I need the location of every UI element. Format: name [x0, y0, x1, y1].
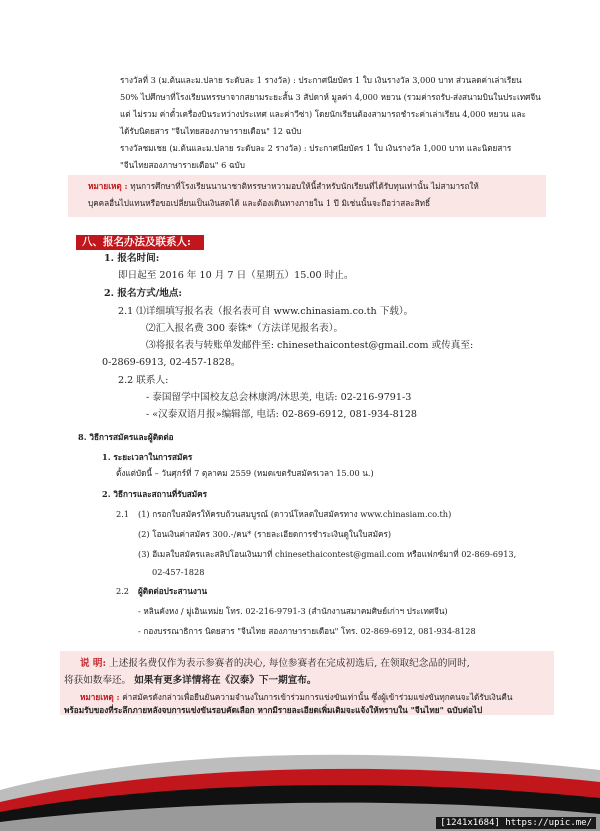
fee-note-cn-text1: 上述报名费仅作为表示参赛者的决心, 每位参赛者在完成初选后, 在领取纪念品的同时,	[109, 658, 470, 669]
prize3-line1: รางวัลที่ 3 (ม.ต้นและม.ปลาย ระดับละ 1 รางวัล) : ประกาศนียบัตร 1 ใบ เงินรางวัล 3,000 บาท ส่วนลดค่าเล่าเรียน	[120, 75, 522, 85]
fee-note-th-text1: ค่าสมัครดังกล่าวเพื่อยืนยันความจำนงในการเข้าร่วมการแข่งขันเท่านั้น ซึ่งผู้เข้าร่วมแข่งขันทุกคนจะได้รับเงินคืน	[122, 692, 513, 702]
th-method-1: (1) กรอกใบสมัครให้ครบถ้วนสมบูรณ์ (ดาวน์โหลดใบสมัครทาง www.chinasiam.co.th)	[138, 509, 452, 519]
th-contact-num: 2.2	[116, 586, 130, 596]
cn-time-text: 即日起至 2016 年 10 月 7 日（星期五）15.00 时止。	[118, 270, 354, 281]
fee-note-cn-text2a: 将获如数奉还。	[64, 675, 132, 686]
th-section8-heading: 8. วิธีการสมัครและผู้ติดต่อ	[78, 432, 174, 442]
section8-cn-heading: 八、报名办法及联系人:	[76, 235, 204, 250]
scholarship-note-line2: บุคคลอื่นไปแทนหรือขอเปลี่ยนเป็นเงินสดได้ และต้องเดินทางภายใน 1 ปี มิเช่นนั้นจะถือว่าสละสิทธิ์	[88, 198, 431, 208]
scholarship-note-label: หมายเหตุ :	[88, 181, 128, 191]
th-time-text: ตั้งแต่บัดนี้ – วันศุกร์ที่ 7 ตุลาคม 2559 (หมดเขตรับสมัครเวลา 15.00 น.)	[116, 468, 374, 478]
cn-time-title: 1. 报名时间:	[104, 253, 160, 264]
cn-method-title: 2. 报名方式/地点:	[104, 288, 182, 299]
watermark-label: [1241x1684] https://upic.me/	[436, 817, 596, 829]
prize3-line2: 50% ไปศึกษาที่โรงเรียนหรรษาจากสยามระยะสั้น 3 สัปดาห์ มูลค่า 4,000 หยวน (รวมค่ารถรับ-ส่งสนามบินในประเทศจีน	[120, 92, 541, 102]
th-method-2: (2) โอนเงินค่าสมัคร 300.-/คน* (รายละเอียดการชำระเงินดูในใบสมัคร)	[138, 529, 392, 539]
fee-note-cn-text2b: 如果有更多详情将在《汉泰》下一期宣布。	[134, 675, 317, 686]
cn-method-1: 2.1 ⑴详细填写报名表（报名表可自 www.chinasiam.co.th 下载）。	[118, 306, 414, 317]
th-method-1-num: 2.1	[116, 509, 130, 519]
cn-method-3: ⑶将报名表与转账单发邮件至: chinesethaicontest@gmail.com 或传真至:	[146, 340, 474, 351]
th-method-3: (3) อีเมลใบสมัครและสลิปโอนเงินมาที่ chinesethaicontest@gmail.com หรือแฟกซ์มาที่ 02-869-6913,	[138, 549, 517, 559]
consolation-line1: รางวัลชมเชย (ม.ต้นและม.ปลาย ระดับละ 2 รางวัล) : ประกาศนียบัตร 1 ใบ เงินรางวัล 1,000 บาท และนิตยสาร	[120, 143, 512, 153]
prize3-line3: แต่ ไม่รวม ค่าตั๋วเครื่องบินระหว่างประเทศ และค่าวีซ่า) โดยนักเรียนต้องสามารถชำระค่าเล่าเรียน 4,000 หยวน และ	[120, 109, 526, 119]
scholarship-note-text1: ทุนการศึกษาที่โรงเรียนนานาชาติหรรษาหวามอบให้นี้สำหรับนักเรียนที่ได้รับทุนเท่านั้น ไม่สามารถให้	[130, 181, 479, 191]
fee-note-cn-line2	[64, 674, 317, 687]
fee-note-th-line2: พร้อมรับของที่ระลึกภายหลังจบการแข่งขันรอบคัดเลือก หากมีรายละเอียดเพิ่มเติมจะแจ้งให้ทราบใน "จีนไทย" ฉบับต่อไป	[64, 705, 483, 715]
th-contact-1: - หลินคังหง / มู่เอินเหม่ย โทร. 02-216-9791-3 (สำนักงานสมาคมศิษย์เก่าฯ ประเทศจีน)	[138, 606, 448, 616]
th-contact-title: ผู้ติดต่อประสานงาน	[138, 586, 208, 596]
th-time-title: 1. ระยะเวลาในการสมัคร	[102, 452, 193, 462]
th-contact-2: - กองบรรณาธิการ นิตยสาร "จีนไทย สองภาษารายเดือน" โทร. 02-869-6912, 081-934-8128	[138, 626, 476, 636]
cn-contact-1: - 泰国留学中国校友总会林康鸿/沐思美, 电话: 02-216-9791-3	[146, 392, 412, 403]
cn-contact-2: - «汉泰双语月报»编辑部, 电话: 02-869-6912, 081-934-8128	[146, 409, 417, 420]
cn-contact-title: 2.2 联系人:	[118, 375, 169, 386]
th-method-3b: 02-457-1828	[152, 567, 205, 577]
fee-note-cn-line1	[80, 657, 470, 670]
fee-note-cn-label: 说 明:	[80, 658, 107, 669]
footer-decoration	[0, 730, 600, 831]
scholarship-note-line1	[88, 181, 479, 192]
consolation-line2: "จีนไทยสองภาษารายเดือน" 6 ฉบับ	[120, 160, 245, 170]
cn-method-2: ⑵汇入报名费 300 泰铢*（方法详见报名表）。	[146, 323, 344, 334]
footer-swoosh-graphic	[0, 730, 600, 831]
fee-note-th-line1	[80, 692, 512, 703]
cn-method-3b: 0-2869-6913, 02-457-1828。	[102, 357, 241, 368]
fee-note-th-label: หมายเหตุ :	[80, 692, 120, 702]
th-method-title: 2. วิธีการและสถานที่รับสมัคร	[102, 489, 208, 499]
prize3-line4: ได้รับนิตยสาร "จีนไทยสองภาษารายเดือน" 12 ฉบับ	[120, 126, 302, 136]
